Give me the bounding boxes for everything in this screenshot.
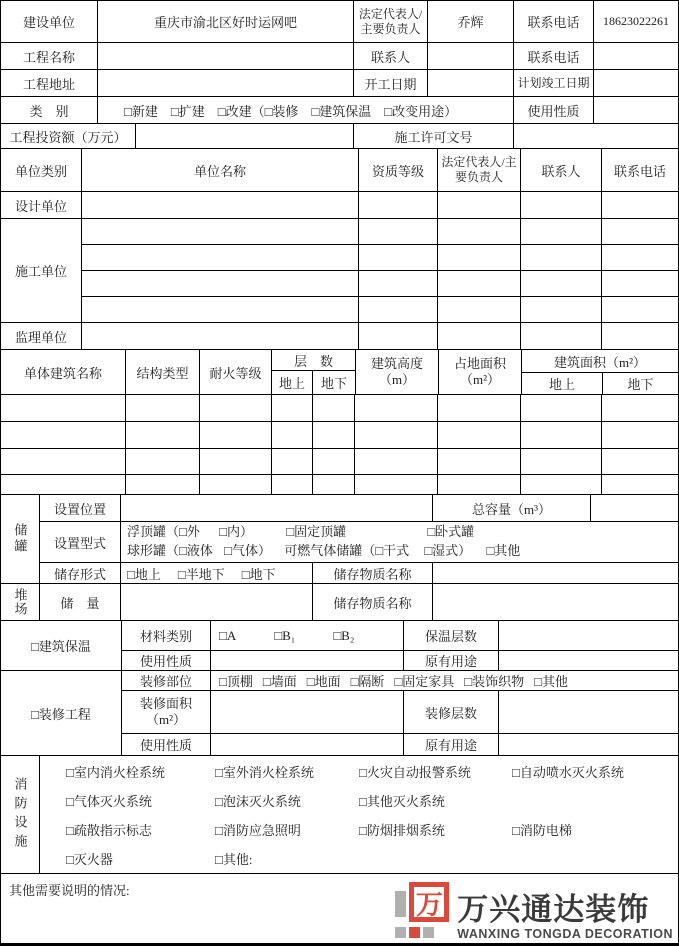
field-project-name[interactable] — [98, 43, 354, 69]
header-footprint-line2: （m²） — [459, 372, 500, 387]
field-construction-unit-phone[interactable] — [602, 297, 678, 322]
block-storage-tank — [1, 495, 678, 584]
checkbox-section-decoration[interactable]: □装修工程 — [1, 671, 122, 755]
label-tank-substance: 储存物质名称 — [313, 563, 433, 583]
field-construction-unit-phone[interactable] — [602, 245, 678, 270]
field-construction-unit-contact[interactable] — [521, 271, 602, 296]
checkbox-fixed-roof-tank[interactable]: □固定顶罐 — [286, 524, 347, 540]
label-contact-phone-1: 联系电话 — [514, 1, 594, 42]
block-decoration — [1, 671, 678, 756]
label-storage-tank: 储罐 — [1, 495, 40, 583]
checkbox-material-b2[interactable]: □B₂ — [333, 627, 355, 643]
label-construction-unit-group: 施工单位 — [1, 219, 82, 322]
field-floors-above[interactable] — [272, 395, 313, 421]
construction-unit-row — [82, 245, 678, 271]
label-material-category: 材料类别 — [122, 621, 211, 650]
field-design-unit-name[interactable] — [82, 192, 359, 218]
header-building-height — [356, 350, 439, 394]
checkbox-ceiling[interactable]: □顶棚 — [219, 674, 253, 689]
header-building-name: 单体建筑名称 — [1, 350, 126, 394]
label-decoration-area-line2: （m²） — [145, 712, 186, 727]
field-total-capacity[interactable] — [591, 495, 678, 521]
logo-text — [457, 891, 673, 941]
tank-type-line1 — [127, 523, 520, 542]
header-building-height-line2: （m） — [378, 372, 416, 387]
checkbox-gas-tank-wet[interactable]: □湿式） — [424, 543, 472, 559]
field-footprint-area[interactable] — [438, 395, 521, 421]
checkbox-foam-extinguishing-system[interactable]: □泡沫灭火系统 — [215, 793, 301, 809]
field-construction-unit-contact[interactable] — [521, 297, 602, 322]
field-supervision-unit-contact[interactable] — [521, 323, 602, 349]
field-design-unit-phone[interactable] — [602, 192, 678, 218]
fire-facility-options — [40, 756, 678, 873]
logo-grey-square — [395, 927, 406, 938]
label-tank-position: 设置位置 — [40, 495, 121, 521]
checkbox-fire-extinguisher[interactable]: □灭火器 — [66, 851, 113, 867]
field-floor-area-above[interactable] — [521, 449, 602, 474]
header-floors-below: 地下 — [320, 376, 347, 391]
field-decoration-use[interactable] — [211, 734, 404, 755]
label-contact-phone-2: 联系电话 — [514, 43, 594, 69]
checkbox-sprinkler-system[interactable]: □自动喷水灭火系统 — [512, 764, 624, 780]
field-building-name[interactable] — [1, 449, 126, 474]
field-construction-unit-name[interactable] — [82, 297, 359, 322]
label-investment-amount: 工程投资额（万元） — [1, 124, 136, 148]
block-fire-facilities — [1, 756, 678, 874]
building-row — [1, 395, 678, 422]
field-design-unit-grade[interactable] — [359, 192, 438, 218]
field-planned-completion-date[interactable] — [594, 70, 678, 96]
field-supervision-unit-grade[interactable] — [359, 323, 438, 349]
header-unit-name: 单位名称 — [82, 149, 359, 191]
fire-line — [40, 786, 678, 815]
header-floors-split — [272, 371, 355, 394]
field-contact-phone-2[interactable] — [594, 43, 678, 69]
field-floors-below[interactable] — [313, 395, 355, 421]
tank-type-lines — [127, 523, 520, 561]
field-usage-nature[interactable] — [594, 97, 678, 123]
field-structure-type[interactable] — [126, 395, 200, 421]
field-building-name[interactable] — [1, 422, 126, 448]
header-building-height-line1: 建筑高度 — [370, 355, 423, 371]
header-unit-category: 单位类别 — [1, 149, 82, 191]
construction-unit-row — [82, 297, 678, 322]
building-row — [1, 475, 678, 495]
watermark-logo — [391, 880, 675, 942]
storage-form-options — [121, 563, 313, 583]
tank-position-row — [40, 495, 678, 522]
field-construction-unit-grade[interactable] — [359, 245, 438, 270]
field-construction-unit-representative[interactable] — [438, 245, 521, 270]
field-floor-area-above[interactable] — [521, 475, 602, 494]
field-fire-resistance[interactable] — [200, 449, 272, 474]
field-floor-area-above[interactable] — [521, 395, 602, 421]
checkbox-floating-roof-external[interactable]: 浮顶罐（□外 — [127, 524, 200, 540]
label-construction-unit: 建设单位 — [1, 1, 98, 42]
block-stockyard — [1, 584, 678, 621]
field-legal-representative[interactable]: 乔辉 — [428, 1, 514, 42]
logo-grey-square — [423, 927, 434, 938]
field-building-height[interactable] — [355, 395, 438, 421]
header-floor-area-group — [522, 350, 678, 394]
header-footprint-area — [439, 350, 522, 394]
field-construction-unit-grade[interactable] — [359, 271, 438, 296]
field-fire-resistance[interactable] — [200, 475, 272, 494]
checkbox-emergency-lighting[interactable]: □消防应急照明 — [215, 822, 301, 838]
row-investment — [1, 124, 678, 149]
block-insulation — [1, 621, 678, 671]
field-construction-unit-name[interactable] — [82, 245, 359, 270]
field-supervision-unit-phone[interactable] — [602, 323, 678, 349]
field-construction-unit-name[interactable] — [82, 219, 359, 244]
label-yard-substance: 储存物质名称 — [313, 584, 433, 620]
field-floor-area-above[interactable] — [521, 422, 602, 448]
checkbox-underground[interactable]: □地下 — [241, 566, 276, 582]
label-design-unit: 设计单位 — [1, 192, 82, 218]
field-contact-person[interactable] — [428, 43, 514, 69]
logo-red-square: 万 — [409, 882, 449, 922]
label-supervision-unit: 监理单位 — [1, 323, 82, 349]
checkbox-fire-alarm-system[interactable]: □火灾自动报警系统 — [359, 764, 471, 780]
field-structure-type[interactable] — [126, 449, 200, 474]
field-fire-resistance[interactable] — [200, 422, 272, 448]
header-floors-group — [272, 350, 356, 394]
field-floors-below[interactable] — [313, 475, 355, 494]
header-footprint-line1: 占地面积 — [453, 355, 506, 371]
field-construction-unit[interactable]: 重庆市渝北区好时运网吧 — [98, 1, 354, 42]
decoration-area-row — [122, 691, 678, 734]
field-insulation-use[interactable] — [211, 651, 404, 670]
label-legal-representative: 法定代表人/主要负责人 — [354, 1, 428, 42]
header-floor-area-below: 地下 — [627, 377, 654, 392]
field-insulation-layers[interactable] — [499, 621, 678, 650]
checkbox-indoor-hydrant-system[interactable]: □室内消火栓系统 — [66, 764, 165, 780]
tank-type-line2 — [127, 542, 520, 561]
decoration-rows — [122, 671, 678, 755]
field-construction-unit-representative[interactable] — [438, 219, 521, 244]
checkbox-wall[interactable]: □墙面 — [262, 674, 297, 689]
label-decoration-area — [122, 691, 211, 733]
field-fire-resistance[interactable] — [200, 395, 272, 421]
checkbox-outdoor-hydrant-system[interactable]: □室外消火栓系统 — [215, 764, 314, 780]
field-construction-unit-name[interactable] — [82, 271, 359, 296]
checkbox-building-insulation[interactable]: □建筑保温 — [311, 103, 372, 119]
row-category — [1, 97, 678, 124]
field-construction-unit-contact[interactable] — [521, 245, 602, 270]
checkbox-fire-other[interactable]: □其他: — [215, 851, 253, 867]
field-building-height[interactable] — [355, 475, 438, 494]
checkbox-smoke-control-system[interactable]: □防烟排烟系统 — [359, 822, 445, 838]
checkbox-tank-other[interactable]: □其他 — [486, 543, 521, 559]
header-floors-above: 地上 — [272, 371, 313, 394]
field-floors-above[interactable] — [272, 449, 313, 474]
field-floor-area-below[interactable] — [602, 422, 678, 448]
field-construction-unit-representative[interactable] — [438, 297, 521, 322]
field-decoration-area[interactable] — [211, 691, 404, 733]
field-construction-unit-representative[interactable] — [438, 271, 521, 296]
checkbox-horizontal-tank[interactable]: □卧式罐 — [427, 524, 475, 540]
label-tank-type: 设置型式 — [40, 522, 121, 562]
field-investment-amount[interactable] — [136, 124, 354, 148]
field-decoration-layers[interactable] — [499, 691, 678, 733]
field-design-unit-representative[interactable] — [438, 192, 521, 218]
checkbox-change-of-use[interactable]: □改变用途） — [384, 103, 458, 119]
row-units-header — [1, 149, 678, 192]
decoration-use-row — [122, 734, 678, 755]
fire-line — [40, 815, 678, 844]
checkbox-gas-extinguishing-system[interactable]: □气体灭火系统 — [66, 793, 152, 809]
wanxing-logo-icon — [395, 882, 451, 940]
field-construction-unit-contact[interactable] — [521, 219, 602, 244]
field-supervision-unit-name[interactable] — [82, 323, 359, 349]
field-floors-above[interactable] — [272, 475, 313, 494]
tank-storage-row — [40, 563, 678, 583]
label-insulation-use: 使用性质 — [122, 651, 211, 670]
logo-grey-bar — [395, 891, 406, 917]
field-floor-area-below[interactable] — [602, 475, 678, 494]
field-start-date[interactable] — [428, 70, 514, 96]
row-supervision-unit — [1, 323, 678, 350]
header-fire-resistance: 耐火等级 — [200, 350, 272, 394]
field-tank-substance[interactable] — [433, 563, 678, 583]
field-building-name[interactable] — [1, 475, 126, 494]
block-construction-units — [1, 219, 678, 323]
header-floor-area-split — [522, 373, 678, 394]
checkbox-expansion[interactable]: □扩建 — [170, 103, 205, 119]
field-insulation-original-use[interactable] — [499, 651, 678, 670]
insulation-material-row — [122, 621, 678, 651]
checkbox-decoration-other[interactable]: □其他 — [534, 674, 569, 689]
checkbox-fire-elevator[interactable]: □消防电梯 — [512, 822, 572, 838]
field-construction-permit-no[interactable] — [514, 124, 678, 148]
building-row — [1, 449, 678, 475]
row-other-remarks — [1, 874, 678, 943]
row-project-address — [1, 70, 678, 97]
label-category: 类 别 — [1, 97, 98, 123]
header-qualification-grade: 资质等级 — [359, 149, 438, 191]
tank-type-options — [121, 522, 678, 562]
label-decoration-area-line1: 装修面积 — [139, 695, 192, 711]
field-construction-unit-grade[interactable] — [359, 219, 438, 244]
label-storage-quantity: 储 量 — [40, 584, 121, 620]
insulation-use-row — [122, 651, 678, 670]
field-decoration-original-use[interactable] — [499, 734, 678, 755]
field-building-height[interactable] — [355, 422, 438, 448]
field-design-unit-contact[interactable] — [521, 192, 602, 218]
checkbox-evacuation-signs[interactable]: □疏散指示标志 — [66, 822, 152, 838]
header-legal-representative: 法定代表人/主要负责人 — [438, 149, 521, 191]
row-construction-unit — [1, 1, 678, 43]
field-tank-position[interactable] — [121, 495, 433, 521]
insulation-rows — [122, 621, 678, 670]
label-decoration-use: 使用性质 — [122, 734, 211, 755]
label-total-capacity: 总容量（m³） — [433, 495, 591, 521]
label-start-date: 开工日期 — [354, 70, 428, 96]
label-other-remarks: 其他需要说明的情况: — [9, 883, 130, 898]
fire-line — [40, 757, 678, 786]
checkbox-new-construction[interactable]: □新建 — [124, 103, 158, 119]
checkbox-above-ground[interactable]: □地上 — [127, 566, 161, 582]
field-yard-substance[interactable] — [433, 584, 678, 620]
header-floor-area-above: 地上 — [522, 373, 603, 394]
field-building-height[interactable] — [355, 449, 438, 474]
header-floor-area: 建筑面积（m²） — [522, 350, 678, 373]
label-project-address: 工程地址 — [1, 70, 98, 96]
header-contact-person: 联系人 — [521, 149, 602, 191]
label-usage-nature: 使用性质 — [514, 97, 594, 123]
field-structure-type[interactable] — [126, 422, 200, 448]
checkbox-renovation-decoration[interactable]: □改建（□装修 — [217, 103, 299, 119]
checkbox-spherical-liquid[interactable]: 球形罐（□液体 — [127, 543, 213, 559]
row-design-unit — [1, 192, 678, 219]
checkbox-partition[interactable]: □隔断 — [350, 674, 385, 689]
label-storage-form: 储存形式 — [40, 563, 121, 583]
field-floor-area-below[interactable] — [602, 449, 678, 474]
construction-unit-row — [82, 271, 678, 297]
row-buildings-header — [1, 350, 678, 395]
checkbox-spherical-gas[interactable]: □气体） — [224, 543, 271, 559]
tank-type-row — [40, 522, 678, 563]
label-insulation-layers: 保温层数 — [404, 621, 499, 650]
header-floors: 层 数 — [272, 350, 355, 371]
label-planned-completion-date: 计划竣工日期 — [514, 70, 594, 96]
logo-english-name: WANXING TONGDA DECORATION — [457, 926, 673, 941]
field-floors-below[interactable] — [313, 422, 355, 448]
field-floors-above[interactable] — [272, 422, 313, 448]
construction-unit-rows — [82, 219, 678, 322]
checkbox-decorative-fabric[interactable]: □装饰织物 — [464, 674, 525, 689]
checkbox-floor[interactable]: □地面 — [306, 674, 341, 689]
field-footprint-area[interactable] — [438, 422, 521, 448]
construction-unit-row — [82, 219, 678, 245]
row-project-name — [1, 43, 678, 70]
header-structure-type: 结构类型 — [126, 350, 200, 394]
label-insulation-original-use: 原有用途 — [404, 651, 499, 670]
field-footprint-area[interactable] — [438, 449, 521, 474]
material-category-options — [211, 621, 404, 650]
field-project-address[interactable] — [98, 70, 354, 96]
label-stockyard: 堆场 — [1, 584, 40, 620]
field-contact-phone-1[interactable]: 18623022261 — [603, 13, 669, 28]
label-construction-permit-no: 施工许可文号 — [354, 124, 514, 148]
checkbox-material-a[interactable]: □A — [219, 627, 237, 643]
field-construction-unit-grade[interactable] — [359, 297, 438, 322]
label-fire-facilities: 消防设施 — [1, 756, 40, 873]
field-floor-area-below[interactable] — [602, 395, 678, 421]
decoration-part-row — [122, 671, 678, 691]
building-row — [1, 422, 678, 449]
checkbox-semi-underground[interactable]: □半地下 — [177, 566, 225, 582]
logo-red-small-square — [409, 927, 420, 938]
storage-tank-rows — [40, 495, 678, 583]
label-decoration-part: 装修部位 — [122, 671, 211, 690]
label-decoration-original-use: 原有用途 — [404, 734, 499, 755]
label-project-name: 工程名称 — [1, 43, 98, 69]
decoration-part-options — [211, 671, 678, 690]
category-options — [98, 97, 514, 123]
field-storage-quantity[interactable] — [121, 584, 313, 620]
field-supervision-unit-representative[interactable] — [438, 323, 521, 349]
field-footprint-area[interactable] — [438, 475, 521, 494]
checkbox-fixed-furniture[interactable]: □固定家具 — [394, 674, 455, 689]
checkbox-gas-tank-dry[interactable]: 可燃气体储罐（□干式 — [284, 543, 410, 559]
field-construction-unit-phone[interactable] — [602, 271, 678, 296]
checkbox-other-extinguishing-system[interactable]: □其他灭火系统 — [359, 793, 445, 809]
field-floors-below[interactable] — [313, 449, 355, 474]
fire-line — [40, 844, 678, 873]
field-building-name[interactable] — [1, 395, 126, 421]
label-decoration-layers: 装修层数 — [404, 691, 499, 733]
label-contact-person: 联系人 — [354, 43, 428, 69]
logo-chinese-name: 万兴通达装饰 — [457, 891, 650, 927]
header-contact-phone: 联系电话 — [613, 163, 666, 179]
checkbox-material-b1[interactable]: □B₁ — [274, 627, 296, 643]
field-construction-unit-phone[interactable] — [602, 219, 678, 244]
checkbox-floating-roof-internal[interactable]: □内） — [219, 524, 253, 540]
checkbox-section-insulation[interactable]: □建筑保温 — [1, 621, 122, 670]
field-structure-type[interactable] — [126, 475, 200, 494]
